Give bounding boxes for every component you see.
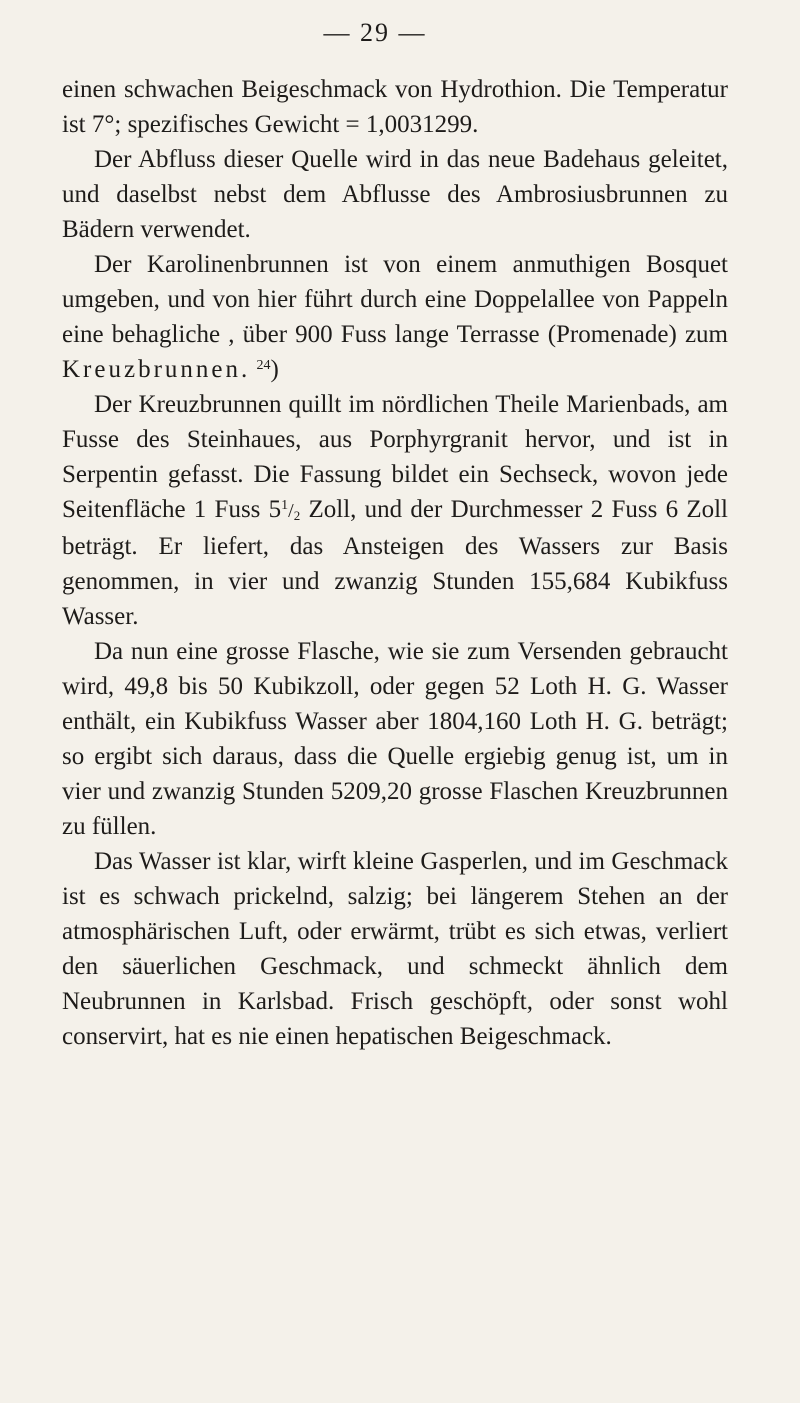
emphasis-kreuzbrunnen: Kreuzbrunnen. [62,356,251,383]
paragraph-1: einen schwachen Beigeschmack von Hydrothion. Die Temperatur ist 7°; spezifisches Gewicht = 1,0031299. [62,76,728,138]
page-number: — 29 — [323,18,427,47]
paragraph-3 [62,247,728,387]
paragraph-4 [62,387,728,634]
fraction-numerator: 1 [281,498,289,513]
fraction-denominator: 2 [293,508,301,523]
paragraph-6: Das Wasser ist klar, wirft kleine Gasperlen, und im Geschmack ist es schwach prickelnd, salzig; bei längerem Stehen an der atmosphärischen Luft, oder erwärmt, trübt es sich etwas, verliert den säuerlichen Geschmack, und schmeckt ähnlich dem Neubrunnen in Karlsbad. Frisch geschöpft, oder sonst wohl conservirt, hat es nie einen hepatischen Beigeschmack. [62,848,728,1050]
paragraph-2: Der Abfluss dieser Quelle wird in das neue Badehaus geleitet, und daselbst nebst dem Abflusse des Ambrosiusbrunnen zu Bädern verwendet. [62,146,728,243]
paragraph-3-text: Der Karolinenbrunnen ist von einem anmuthigen Bosquet umgeben, und von hier führt durch eine Doppelallee von Pappeln eine behagliche , über 900 Fuss lange Terrasse (Promenade) zum [62,251,728,348]
paragraph-3-close: ) [270,356,279,383]
paragraph-5: Da nun eine grosse Flasche, wie sie zum Versenden gebraucht wird, 49,8 bis 50 Kubikzoll, oder gegen 52 Loth H. G. Wasser enthält, ein Kubikfuss Wasser aber 1804,160 Loth H. G. beträgt; so ergibt sich daraus, dass die Quelle ergiebig genug ist, um in vier und zwanzig Stunden 5209,20 grosse Flaschen Kreuzbrunnen zu füllen. [62,638,728,840]
fraction-half: $^1/_2$ [281,498,301,523]
paragraph-4-text: Der Kreuzbrunnen quillt im nördlichen Theile Marienbads, am Fusse des Steinhaues, aus Porphyrgranit hervor, und ist in Serpentin gefasst. Die Fassung bildet ein Sechseck, wovon jede Seitenfläche 1 Fuss 5 [62,391,728,523]
footnote-marker: 24 [256,358,271,373]
body-text [62,72,728,1054]
paragraph-4-rest: Zoll, und der Durchmesser 2 Fuss 6 Zoll beträgt. Er liefert, das Ansteigen des Wassers zur Basis genommen, in vier und zwanzig Stunden 155,684 Kubikfuss Wasser. [62,496,728,630]
